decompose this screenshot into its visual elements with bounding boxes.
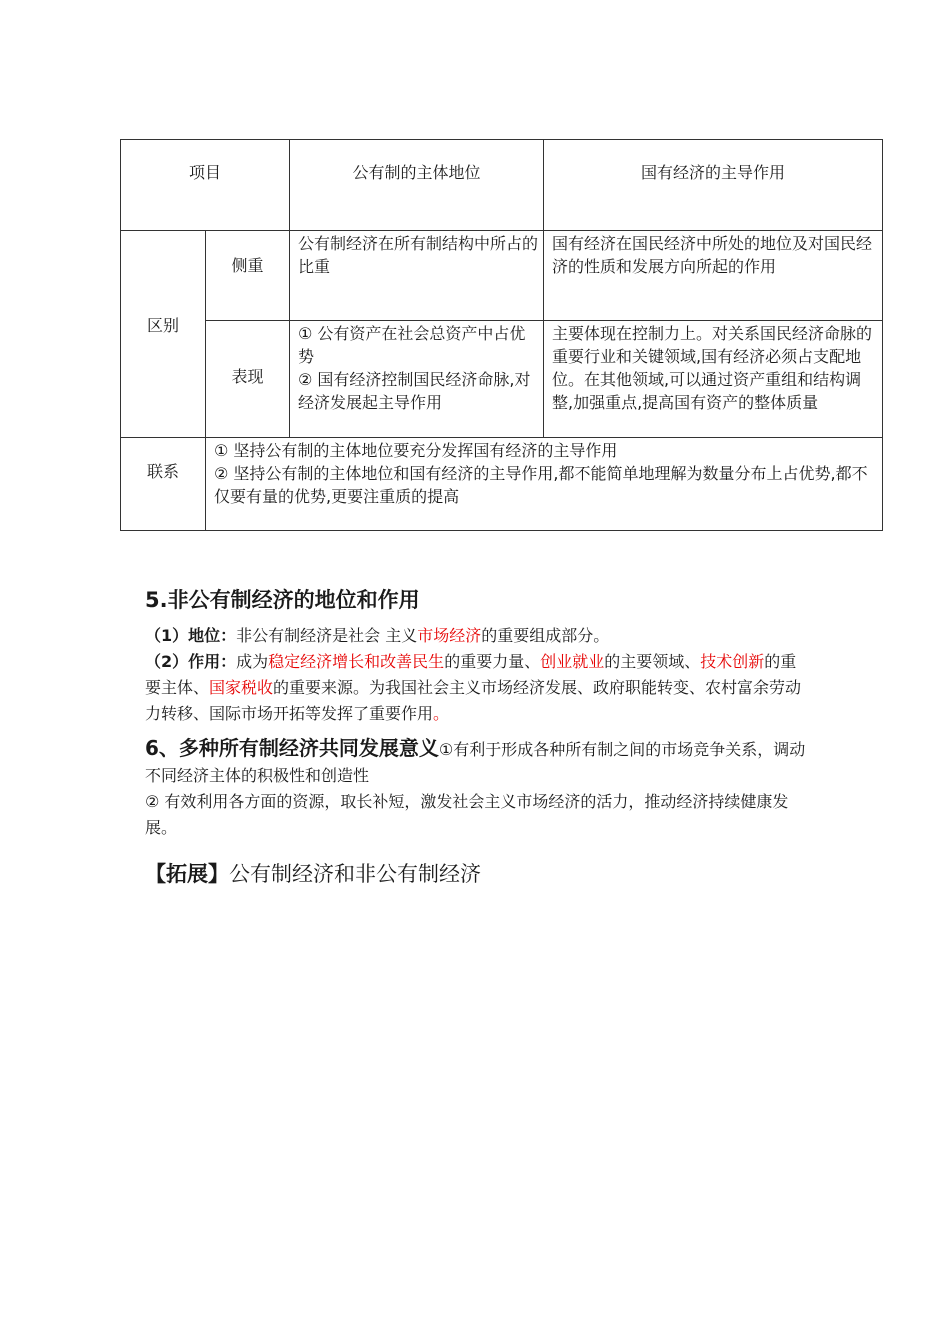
role-text-5: 的重要来源。为我国社会主义市场经济发展、政府职能转变、农村富余劳动力转移、国际市场开拓等发挥了重要作用 <box>145 678 802 723</box>
section-6 <box>145 735 815 841</box>
header-state-economy: 国有经济的主导作用 <box>640 162 785 182</box>
status-post: 的重要组成部分。 <box>481 626 610 645</box>
manifest-public-ownership <box>298 322 538 436</box>
emphasis-public-ownership: 公有制经济在所有制结构中所占的比重 <box>298 234 538 276</box>
relation-content <box>214 439 876 529</box>
status-pre: 非公有制经济是社会 主义 <box>236 626 418 645</box>
section-5-title: 5.非公有制经济的地位和作用 <box>145 588 420 612</box>
section-6-title: 6、多种所有制经济共同发展意义 <box>145 736 439 760</box>
status-paragraph <box>145 623 810 649</box>
relation-label: 联系 <box>146 461 179 481</box>
manifest-label: 表现 <box>231 366 264 386</box>
role-text-4: 的重要主体、 <box>145 652 797 697</box>
role-highlight-4: 国家税收 <box>209 678 274 697</box>
emphasis-state-economy: 国有经济在国民经济中所处的地位及对国民经济的性质和发展方向所起的作用 <box>552 234 873 276</box>
extension-text: 公有制经济和非公有制经济 <box>229 862 481 886</box>
manifest-point-1: ① 公有资产在社会总资产中占优势 <box>298 324 526 366</box>
comparison-table <box>0 0 950 540</box>
status-label: （1）地位 <box>145 626 221 645</box>
role-highlight-3: 技术创新 <box>700 652 765 671</box>
extension-heading <box>145 858 481 888</box>
header-item: 项目 <box>188 162 221 182</box>
section-6-point-2: ② 有效利用各方面的资源，取长补短，激发社会主义市场经济的活力，推动经济持续健康发展。 <box>145 792 789 837</box>
emphasis-label: 侧重 <box>231 255 264 275</box>
section-6-lead <box>145 735 815 789</box>
role-paragraph <box>145 649 810 727</box>
manifest-state-economy: 主要体现在控制力上。对关系国民经济命脉的重要行业和关键领域,国有经济必须占支配地位。在其他领域,可以通过资产重组和结构调整,加强重点,提高国有资产的整体质量 <box>552 324 873 412</box>
role-text-2: 的重要力量、 <box>444 652 541 671</box>
role-colon: ： <box>220 652 237 671</box>
role-text-3: 的主要领域、 <box>604 652 701 671</box>
role-text-1: 成为 <box>236 652 269 671</box>
role-highlight-1: 稳定经济增长和改善民生 <box>268 652 445 671</box>
distinction-label: 区别 <box>146 315 179 335</box>
relation-point-2: ② 坚持公有制的主体地位和国有经济的主导作用,都不能简单地理解为数量分布上占优势,都不仅要有量的优势,更要注重质的提高 <box>214 464 868 506</box>
status-highlight: 市场经济 <box>417 626 482 645</box>
role-highlight-5: 。 <box>433 704 450 723</box>
role-highlight-2: 创业就业 <box>540 652 605 671</box>
manifest-point-2: ② 国有经济控制国民经济命脉,对经济发展起主导作用 <box>298 370 531 412</box>
header-public-ownership: 公有制的主体地位 <box>352 162 481 182</box>
relation-point-1: ① 坚持公有制的主体地位要充分发挥国有经济的主导作用 <box>214 441 618 460</box>
role-label: （2）作用 <box>145 652 221 671</box>
section-6-point-1: ①有利于形成各种所有制之间的市场竞争关系，调动不同经济主体的积极性和创造性 <box>145 740 806 785</box>
status-colon: ： <box>220 626 237 645</box>
extension-bracket: 【拓展】 <box>145 862 229 886</box>
section-5-body <box>145 623 810 727</box>
